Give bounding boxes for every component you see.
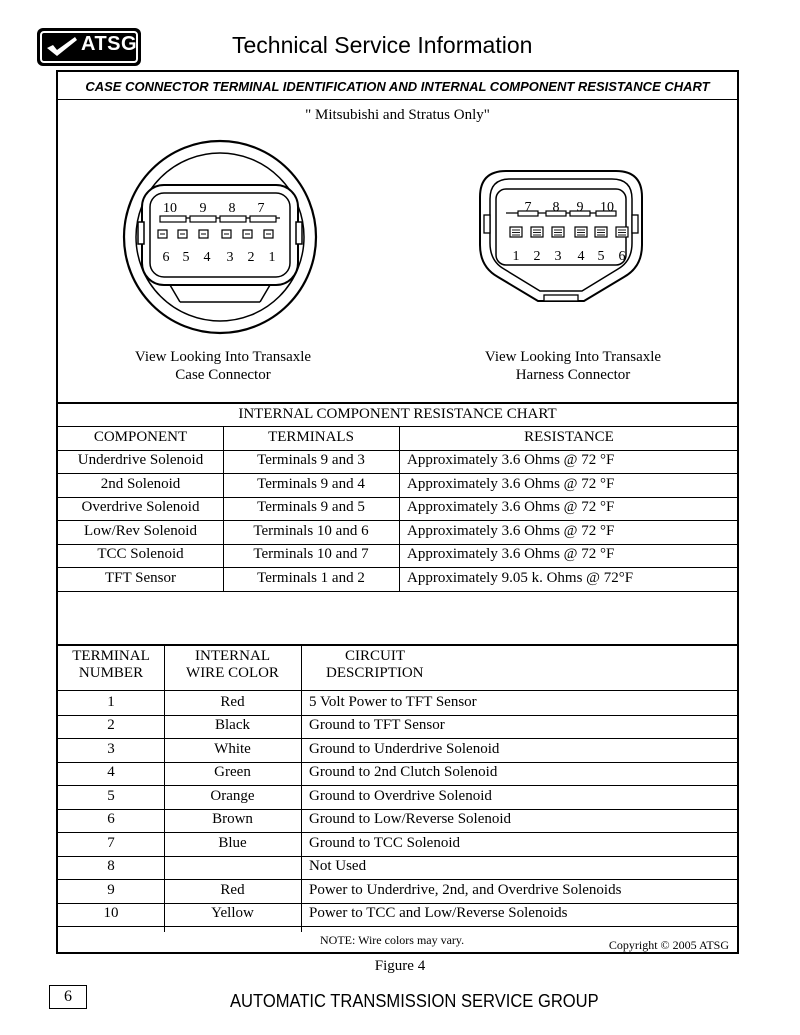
terminal-cell: 10	[103, 905, 119, 922]
resistance-cell: Terminals 10 and 6	[253, 522, 369, 539]
resistance-cell: Approximately 9.05 k. Ohms @ 72°F	[407, 569, 634, 586]
case-connector-caption	[98, 348, 348, 384]
checkmark-logo-icon	[45, 35, 79, 57]
terminal-cell: 5 Volt Power to TFT Sensor	[309, 693, 477, 710]
case-connector-diagram	[120, 130, 320, 344]
terminals-header: TERMINALS	[268, 428, 354, 445]
pin-label: 2	[533, 249, 541, 264]
terminal-cell: Ground to Overdrive Solenoid	[309, 787, 492, 804]
pin-label: 9	[576, 200, 584, 215]
terminal-slot	[243, 230, 252, 238]
logo-text: ATSG	[81, 33, 138, 55]
harness-bottom-pin-labels	[513, 249, 626, 264]
terminal-slot	[510, 227, 522, 237]
pin-label: 4	[577, 249, 585, 264]
caption-line: Case Connector	[175, 367, 271, 383]
terminal-cell: Ground to TCC Solenoid	[309, 834, 460, 851]
pin-label: 2	[247, 250, 255, 265]
resistance-cell: Low/Rev Solenoid	[84, 522, 197, 539]
pin-label: 4	[203, 250, 211, 265]
terminal-slot	[575, 227, 587, 237]
terminal-cell: Ground to Low/Reverse Solenoid	[309, 811, 512, 828]
terminal-slot	[158, 230, 167, 238]
terminal-cell: 9	[107, 881, 115, 898]
resistance-cell: Approximately 3.6 Ohms @ 72 °F	[407, 475, 615, 492]
page-number: 6	[49, 985, 87, 1009]
resistance-cell: Terminals 9 and 3	[257, 452, 365, 469]
terminal-slot	[178, 230, 187, 238]
terminal-cell: Power to TCC and Low/Reverse Solenoids	[309, 905, 568, 922]
terminal-slot	[531, 227, 543, 237]
terminal-cell: White	[214, 740, 251, 757]
terminal-cell: Black	[215, 717, 250, 734]
pin-label: 9	[199, 201, 207, 216]
caption-line: View Looking Into Transaxle	[484, 349, 662, 365]
resistance-header: RESISTANCE	[524, 428, 614, 445]
header-line: CIRCUIT	[345, 648, 405, 664]
pin-label: 7	[257, 201, 265, 216]
terminal-slot	[616, 227, 628, 237]
resistance-cell: Approximately 3.6 Ohms @ 72 °F	[407, 499, 615, 516]
figure-label: Figure 4	[374, 958, 426, 974]
terminal-cell: Ground to 2nd Clutch Solenoid	[309, 764, 498, 781]
terminal-cell: Power to Underdrive, 2nd, and Overdrive Solenoids	[309, 881, 622, 898]
component-header: COMPONENT	[93, 428, 188, 445]
resistance-cell: Terminals 1 and 2	[257, 569, 365, 586]
page-header-title: Technical Service Information	[232, 32, 533, 58]
caption-line: Harness Connector	[515, 367, 631, 383]
terminal-cell: 7	[107, 834, 115, 851]
terminal-cell: Red	[220, 693, 245, 710]
terminal-cell: 1	[107, 693, 115, 710]
terminal-cell: 3	[107, 740, 115, 757]
header-line: NUMBER	[78, 665, 144, 681]
header-line: INTERNAL	[195, 648, 270, 664]
terminal-cell: 6	[107, 811, 115, 828]
terminal-slot	[199, 230, 208, 238]
pin-label: 7	[524, 200, 532, 215]
pin-label: 8	[228, 201, 236, 216]
terminal-cell: 2	[107, 717, 115, 734]
pin-label: 6	[162, 250, 170, 265]
header-line: TERMINAL	[72, 648, 150, 664]
terminal-slot	[595, 227, 607, 237]
pin-label: 1	[512, 249, 520, 264]
terminal-number-header	[58, 648, 164, 682]
resistance-cell: Approximately 3.6 Ohms @ 72 °F	[407, 522, 615, 539]
pin-label: 3	[226, 250, 234, 265]
terminal-cell: Green	[214, 764, 251, 781]
resistance-cell: 2nd Solenoid	[100, 475, 181, 492]
subtitle: " Mitsubishi and Stratus Only"	[305, 107, 490, 123]
resistance-cell: Terminals 9 and 4	[257, 475, 365, 492]
pin-label: 5	[597, 249, 605, 264]
pin-label: 10	[600, 200, 614, 215]
terminal-slot	[190, 216, 216, 222]
terminal-cell: Ground to Underdrive Solenoid	[309, 740, 500, 757]
document-frame	[56, 70, 739, 954]
resistance-cell: Approximately 3.6 Ohms @ 72 °F	[407, 546, 615, 563]
header-line: DESCRIPTION	[326, 665, 424, 681]
atsg-logo	[37, 28, 141, 66]
terminal-slot	[220, 216, 246, 222]
resistance-chart-title: INTERNAL COMPONENT RESISTANCE CHART	[238, 406, 557, 422]
pin-label: 6	[618, 249, 626, 264]
circuit-description-header	[326, 648, 424, 682]
terminal-cell: Blue	[218, 834, 247, 851]
pin-label: 1	[268, 250, 276, 265]
caption-line: View Looking Into Transaxle	[134, 349, 312, 365]
note: NOTE: Wire colors may vary.	[320, 933, 465, 947]
terminal-cell: Ground to TFT Sensor	[309, 717, 445, 734]
terminal-cell: Orange	[210, 787, 255, 804]
terminal-cell: 5	[107, 787, 115, 804]
resistance-cell: Terminals 10 and 7	[253, 546, 369, 563]
footer-title: AUTOMATIC TRANSMISSION SERVICE GROUP	[230, 991, 599, 1011]
pin-label: 10	[163, 201, 177, 216]
resistance-cell: Overdrive Solenoid	[81, 499, 200, 516]
terminal-slot	[222, 230, 231, 238]
terminal-cell: Not Used	[309, 858, 367, 875]
pin-label: 8	[552, 200, 560, 215]
wire-color-header	[164, 648, 301, 682]
terminal-slot	[250, 216, 276, 222]
terminal-cell: 4	[107, 764, 115, 781]
terminal-cell: Brown	[212, 811, 253, 828]
terminal-cell: Yellow	[211, 905, 254, 922]
pin-label: 3	[554, 249, 562, 264]
resistance-cell: Underdrive Solenoid	[77, 452, 204, 469]
copyright: Copyright © 2005 ATSG	[608, 938, 729, 952]
pin-label: 5	[182, 250, 190, 265]
terminal-cell: 8	[107, 858, 115, 875]
resistance-cell: Terminals 9 and 5	[257, 499, 365, 516]
resistance-cell: TCC Solenoid	[97, 546, 184, 563]
terminal-cell: Red	[220, 881, 245, 898]
chart-title: CASE CONNECTOR TERMINAL IDENTIFICATION AND INTERNAL COMPONENT RESISTANCE CHART	[85, 79, 710, 94]
harness-connector-caption	[448, 348, 698, 384]
header-line: WIRE COLOR	[186, 665, 279, 681]
resistance-cell: Approximately 3.6 Ohms @ 72 °F	[407, 452, 615, 469]
terminal-slot	[160, 216, 186, 222]
terminal-slot	[264, 230, 273, 238]
terminal-slot	[552, 227, 564, 237]
harness-connector-diagram	[476, 167, 646, 312]
resistance-cell: TFT Sensor	[105, 569, 176, 586]
